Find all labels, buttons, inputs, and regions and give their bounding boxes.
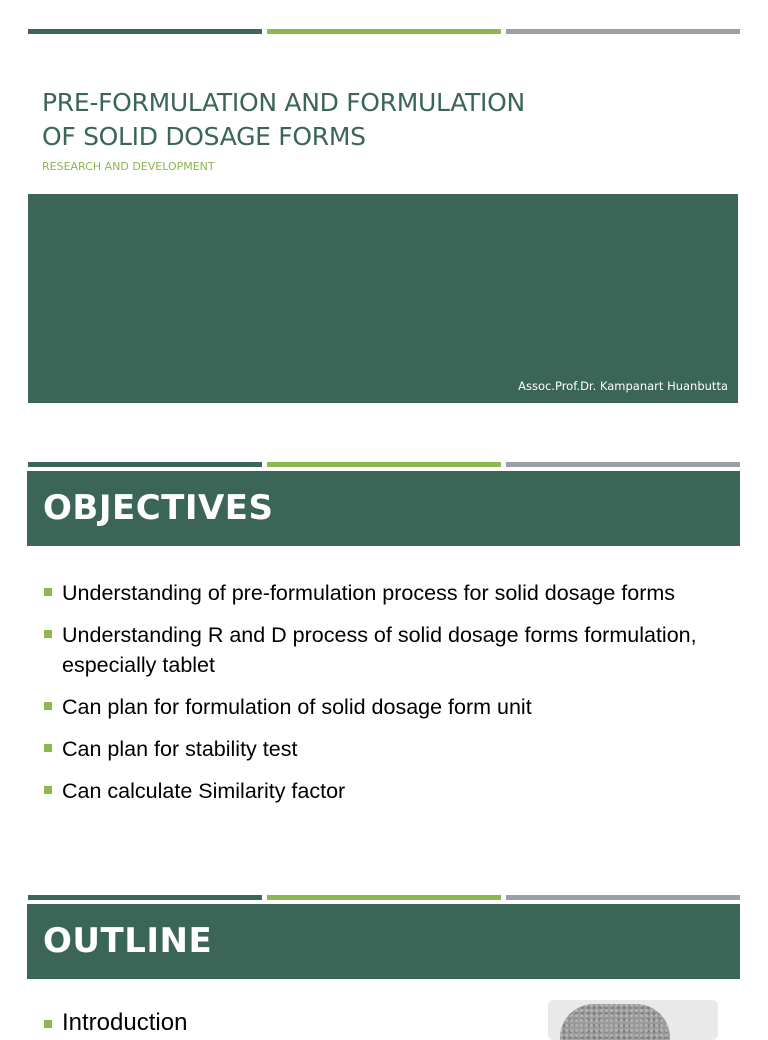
stripe-gray xyxy=(506,462,740,467)
list-item xyxy=(44,578,724,608)
stripe-gray xyxy=(506,895,740,900)
objective-text: Understanding R and D process of solid dosage forms formulation, especially tablet xyxy=(62,623,697,677)
square-bullet-icon xyxy=(44,630,52,638)
stripe-dark-green xyxy=(28,462,262,467)
slide1-subtitle: RESEARCH AND DEVELOPMENT xyxy=(42,160,215,173)
title-line1: PRE-FORMULATION AND FORMULATION xyxy=(42,88,525,117)
objective-text: Can plan for stability test xyxy=(62,737,298,761)
square-bullet-icon xyxy=(44,588,52,596)
outline-heading: OUTLINE xyxy=(43,921,213,961)
author-name: Assoc.Prof.Dr. Kampanart Huanbutta xyxy=(518,379,728,393)
square-bullet-icon xyxy=(44,786,52,794)
list-item xyxy=(44,692,724,722)
tablet-shape xyxy=(560,1004,670,1040)
slide1-hero-panel xyxy=(28,194,738,403)
objective-text: Can plan for formulation of solid dosage form unit xyxy=(62,695,532,719)
stripe-light-green xyxy=(267,462,501,467)
slide3-top-stripes xyxy=(28,895,740,900)
square-bullet-icon xyxy=(44,1020,52,1028)
slide1-top-stripes xyxy=(28,29,740,34)
objective-text: Can calculate Similarity factor xyxy=(62,779,346,803)
outline-text: Introduction xyxy=(62,1009,188,1036)
list-item xyxy=(44,734,724,764)
tablet-photo-icon xyxy=(548,1000,718,1040)
list-item xyxy=(44,1008,187,1038)
list-item xyxy=(44,620,724,680)
square-bullet-icon xyxy=(44,702,52,710)
stripe-gray xyxy=(506,29,740,34)
objective-text: Understanding of pre-formulation process for solid dosage forms xyxy=(62,581,676,605)
slide2-top-stripes xyxy=(28,462,740,467)
square-bullet-icon xyxy=(44,744,52,752)
outline-header-bar xyxy=(27,904,740,979)
stripe-dark-green xyxy=(28,895,262,900)
stripe-light-green xyxy=(267,895,501,900)
slide1-title xyxy=(42,86,602,154)
list-item xyxy=(44,776,724,806)
outline-list xyxy=(44,1008,187,1038)
title-line2: OF SOLID DOSAGE FORMS xyxy=(42,122,366,151)
objectives-header-bar xyxy=(27,471,740,546)
stripe-dark-green xyxy=(28,29,262,34)
objectives-heading: OBJECTIVES xyxy=(43,488,274,528)
stripe-light-green xyxy=(267,29,501,34)
objectives-list xyxy=(44,578,724,818)
